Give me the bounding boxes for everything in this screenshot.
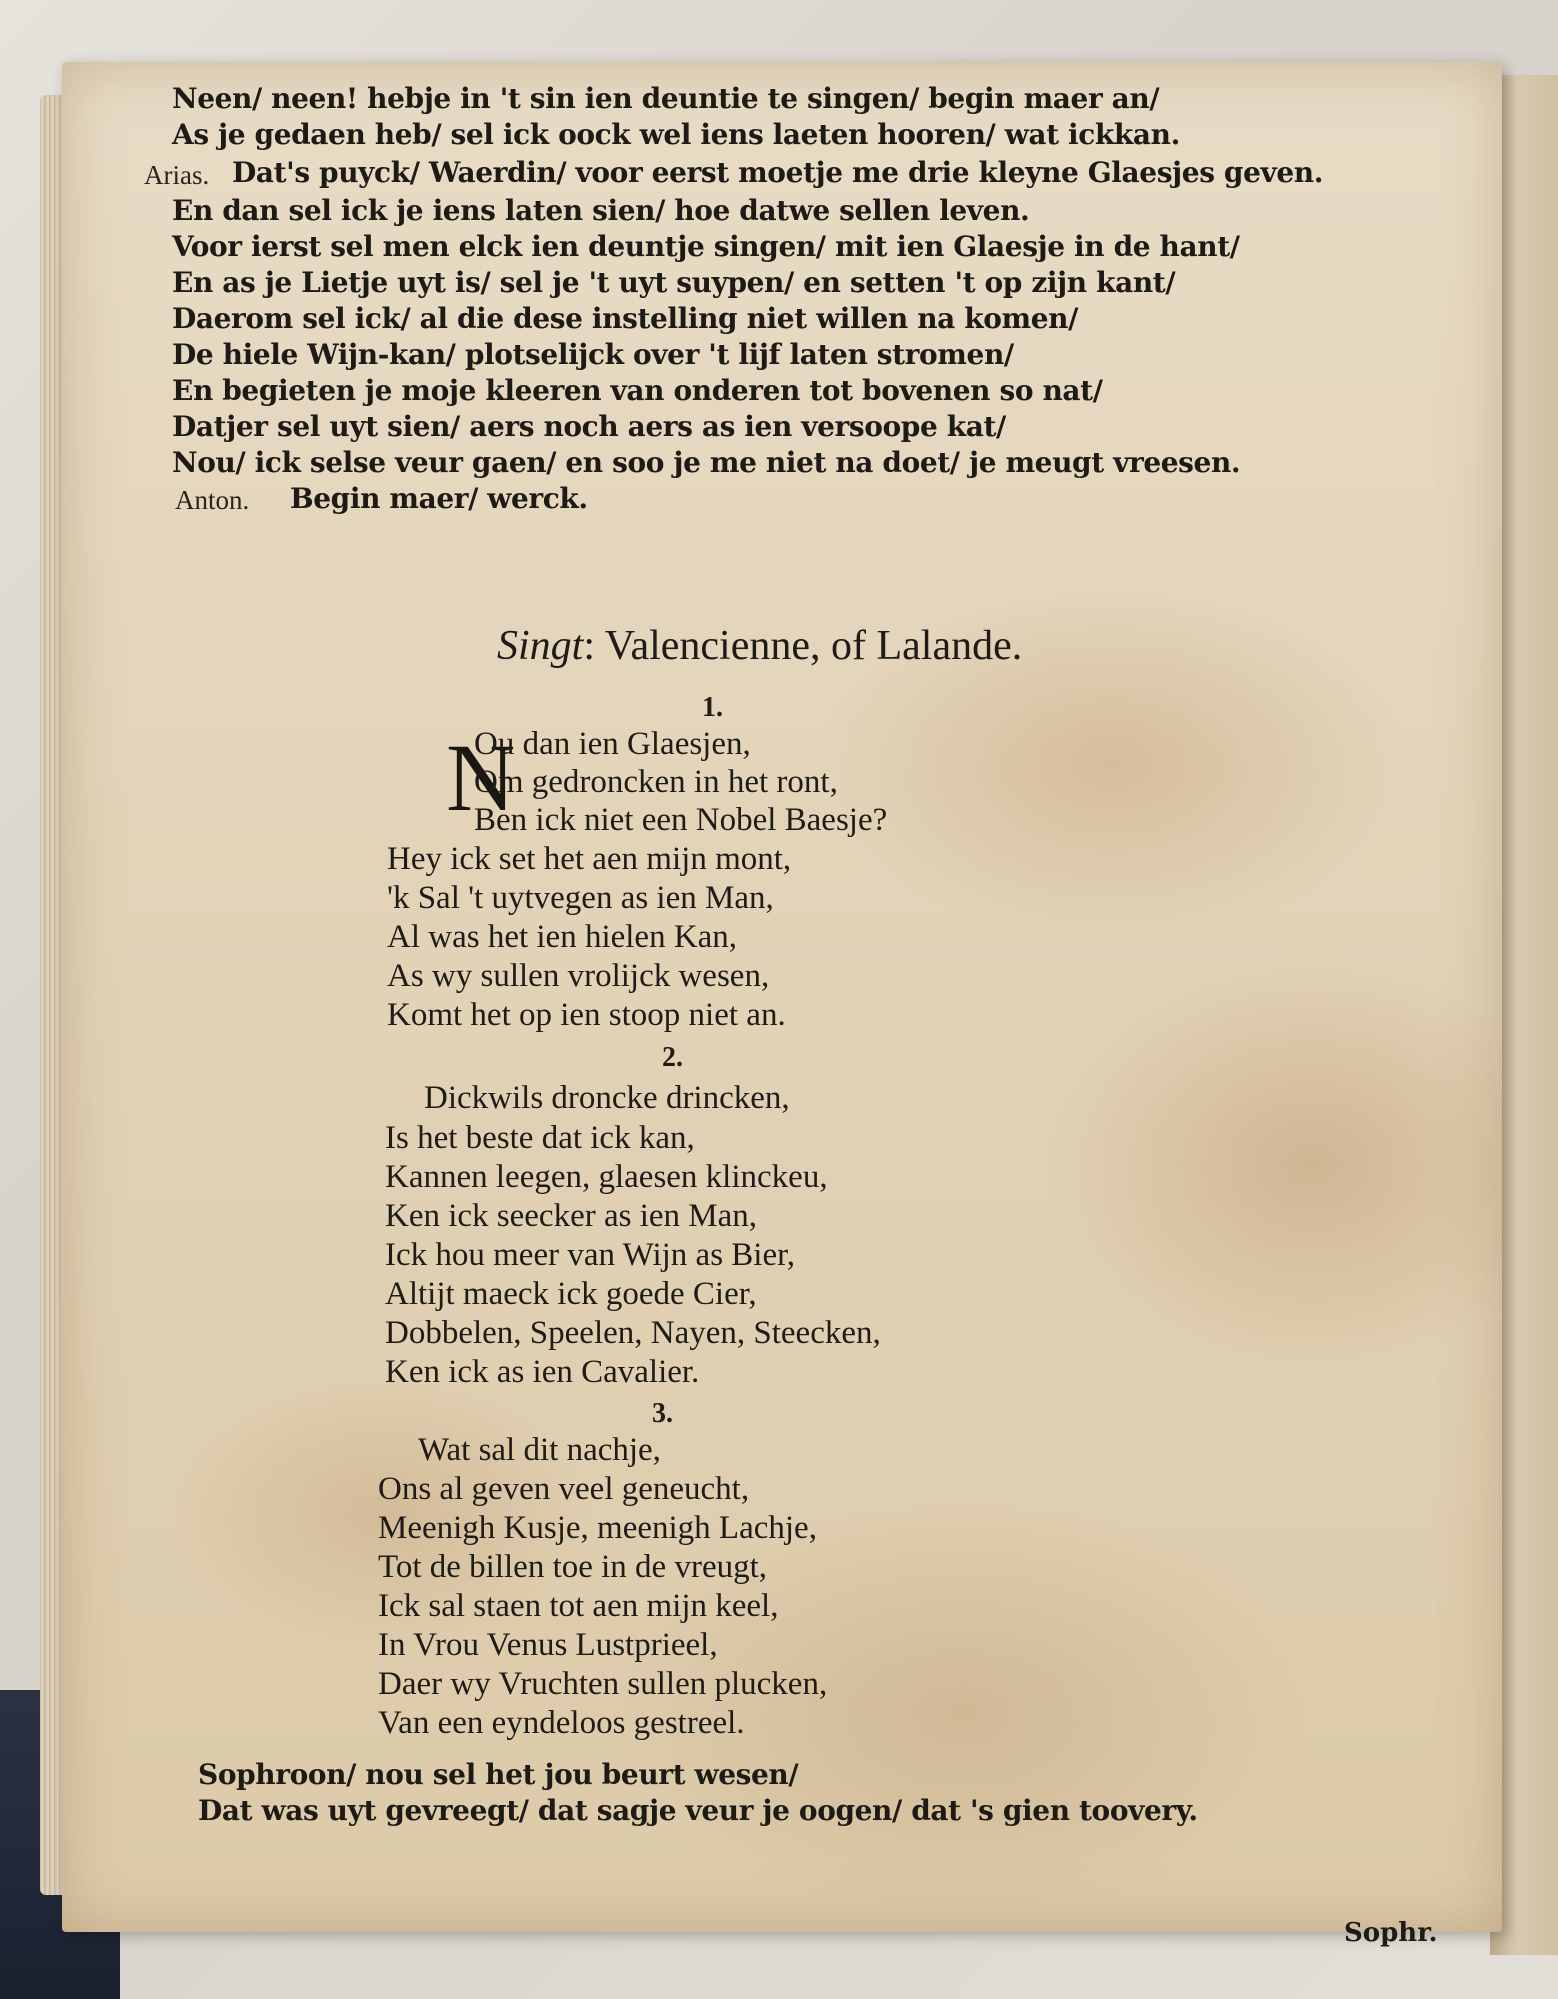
verse-line: Ben ick niet een Nobel Baesje? — [474, 802, 888, 838]
verse-line: 'k Sal 't uytvegen as ien Man, — [387, 880, 774, 916]
verse-line: Kannen leegen, glaesen klinckeu, — [385, 1159, 828, 1195]
prose-line: Dat was uyt gevreegt/ dat sagje veur je oogen/ dat 's gien toovery. — [198, 1794, 1198, 1827]
song-label: Singt — [497, 623, 584, 669]
verse-line: Ick hou meer van Wijn as Bier, — [385, 1237, 796, 1273]
verse-line: Al was het ien hielen Kan, — [387, 919, 738, 955]
speaker-label: Anton. — [175, 485, 250, 515]
verse-line: Ken ick as ien Cavalier. — [385, 1354, 700, 1390]
verse-line: Is het beste dat ick kan, — [385, 1120, 695, 1156]
prose-line: Sophroon/ nou sel het jou beurt wesen/ — [198, 1758, 799, 1791]
prose-line: Voor ierst sel men elck ien deuntje singen/ mit ien Glaesje in de hant/ — [172, 230, 1240, 263]
song-colon: : — [583, 623, 596, 669]
verse-line: Meenigh Kusje, meenigh Lachje, — [378, 1510, 817, 1546]
prose-line: En dan sel ick je iens laten sien/ hoe datwe sellen leven. — [172, 194, 1030, 227]
prose-line: Nou/ ick selse veur gaen/ en soo je me niet na doet/ je meugt vreesen. — [172, 446, 1241, 479]
verse-line: Ons al geven veel geneucht, — [378, 1471, 750, 1507]
catchword: Sophr. — [1344, 1918, 1438, 1948]
prose-line: Begin maer/ werck. — [290, 482, 588, 515]
song-tune: Valencienne, of Lalande. — [604, 623, 1023, 669]
verse-line: Ken ick seecker as ien Man, — [385, 1198, 758, 1234]
verse-line: Wat sal dit nachje, — [418, 1432, 661, 1468]
stanza-number: 2. — [662, 1042, 683, 1073]
stanza-number: 3. — [652, 1398, 673, 1429]
verse-line: Om gedroncken in het ront, — [474, 764, 838, 800]
prose-line: Datjer sel uyt sien/ aers noch aers as ien versoope kat/ — [172, 410, 1006, 443]
verse-line: Komt het op ien stoop niet an. — [387, 997, 786, 1033]
speaker-label: Arias. — [144, 160, 210, 190]
verse-line: Dobbelen, Speelen, Nayen, Steecken, — [385, 1315, 881, 1351]
verse-line: Hey ick set het aen mijn mont, — [387, 841, 792, 877]
verse-line: Ou dan ien Glaesjen, — [474, 726, 751, 762]
prose-line: Daerom sel ick/ al die dese instelling niet willen na komen/ — [172, 302, 1078, 335]
prose-line: De hiele Wijn-kan/ plotselijck over 't lijf laten stromen/ — [172, 338, 1014, 371]
verse-line: As wy sullen vrolijck wesen, — [387, 958, 770, 994]
verse-line: Daer wy Vruchten sullen plucken, — [378, 1666, 828, 1702]
prose-line: Neen/ neen! hebje in 't sin ien deuntie te singen/ begin maer an/ — [172, 82, 1160, 115]
prose-line: As je gedaen heb/ sel ick oock wel iens laeten hooren/ wat ickkan. — [172, 118, 1180, 151]
drop-cap: N — [446, 724, 516, 831]
prose-line: Dat's puyck/ Waerdin/ voor eerst moetje me drie kleyne Glaesjes geven. — [232, 156, 1324, 189]
prose-line: En begieten je moje kleeren van onderen tot bovenen so nat/ — [172, 374, 1103, 407]
verse-line: Tot de billen toe in de vreugt, — [378, 1549, 768, 1585]
book-page — [62, 62, 1502, 1948]
verse-line: Van een eyndeloos gestreel. — [378, 1705, 745, 1741]
verse-line: Altijt maeck ick goede Cier, — [385, 1276, 757, 1312]
song-heading — [497, 622, 1022, 670]
verse-line: Ick sal staen tot aen mijn keel, — [378, 1588, 779, 1624]
stanza-number: 1. — [702, 692, 723, 723]
prose-line: En as je Lietje uyt is/ sel je 't uyt suypen/ en setten 't op zijn kant/ — [172, 266, 1176, 299]
verse-line: Dickwils droncke drincken, — [424, 1080, 790, 1116]
verse-line: In Vrou Venus Lustprieel, — [378, 1627, 718, 1663]
